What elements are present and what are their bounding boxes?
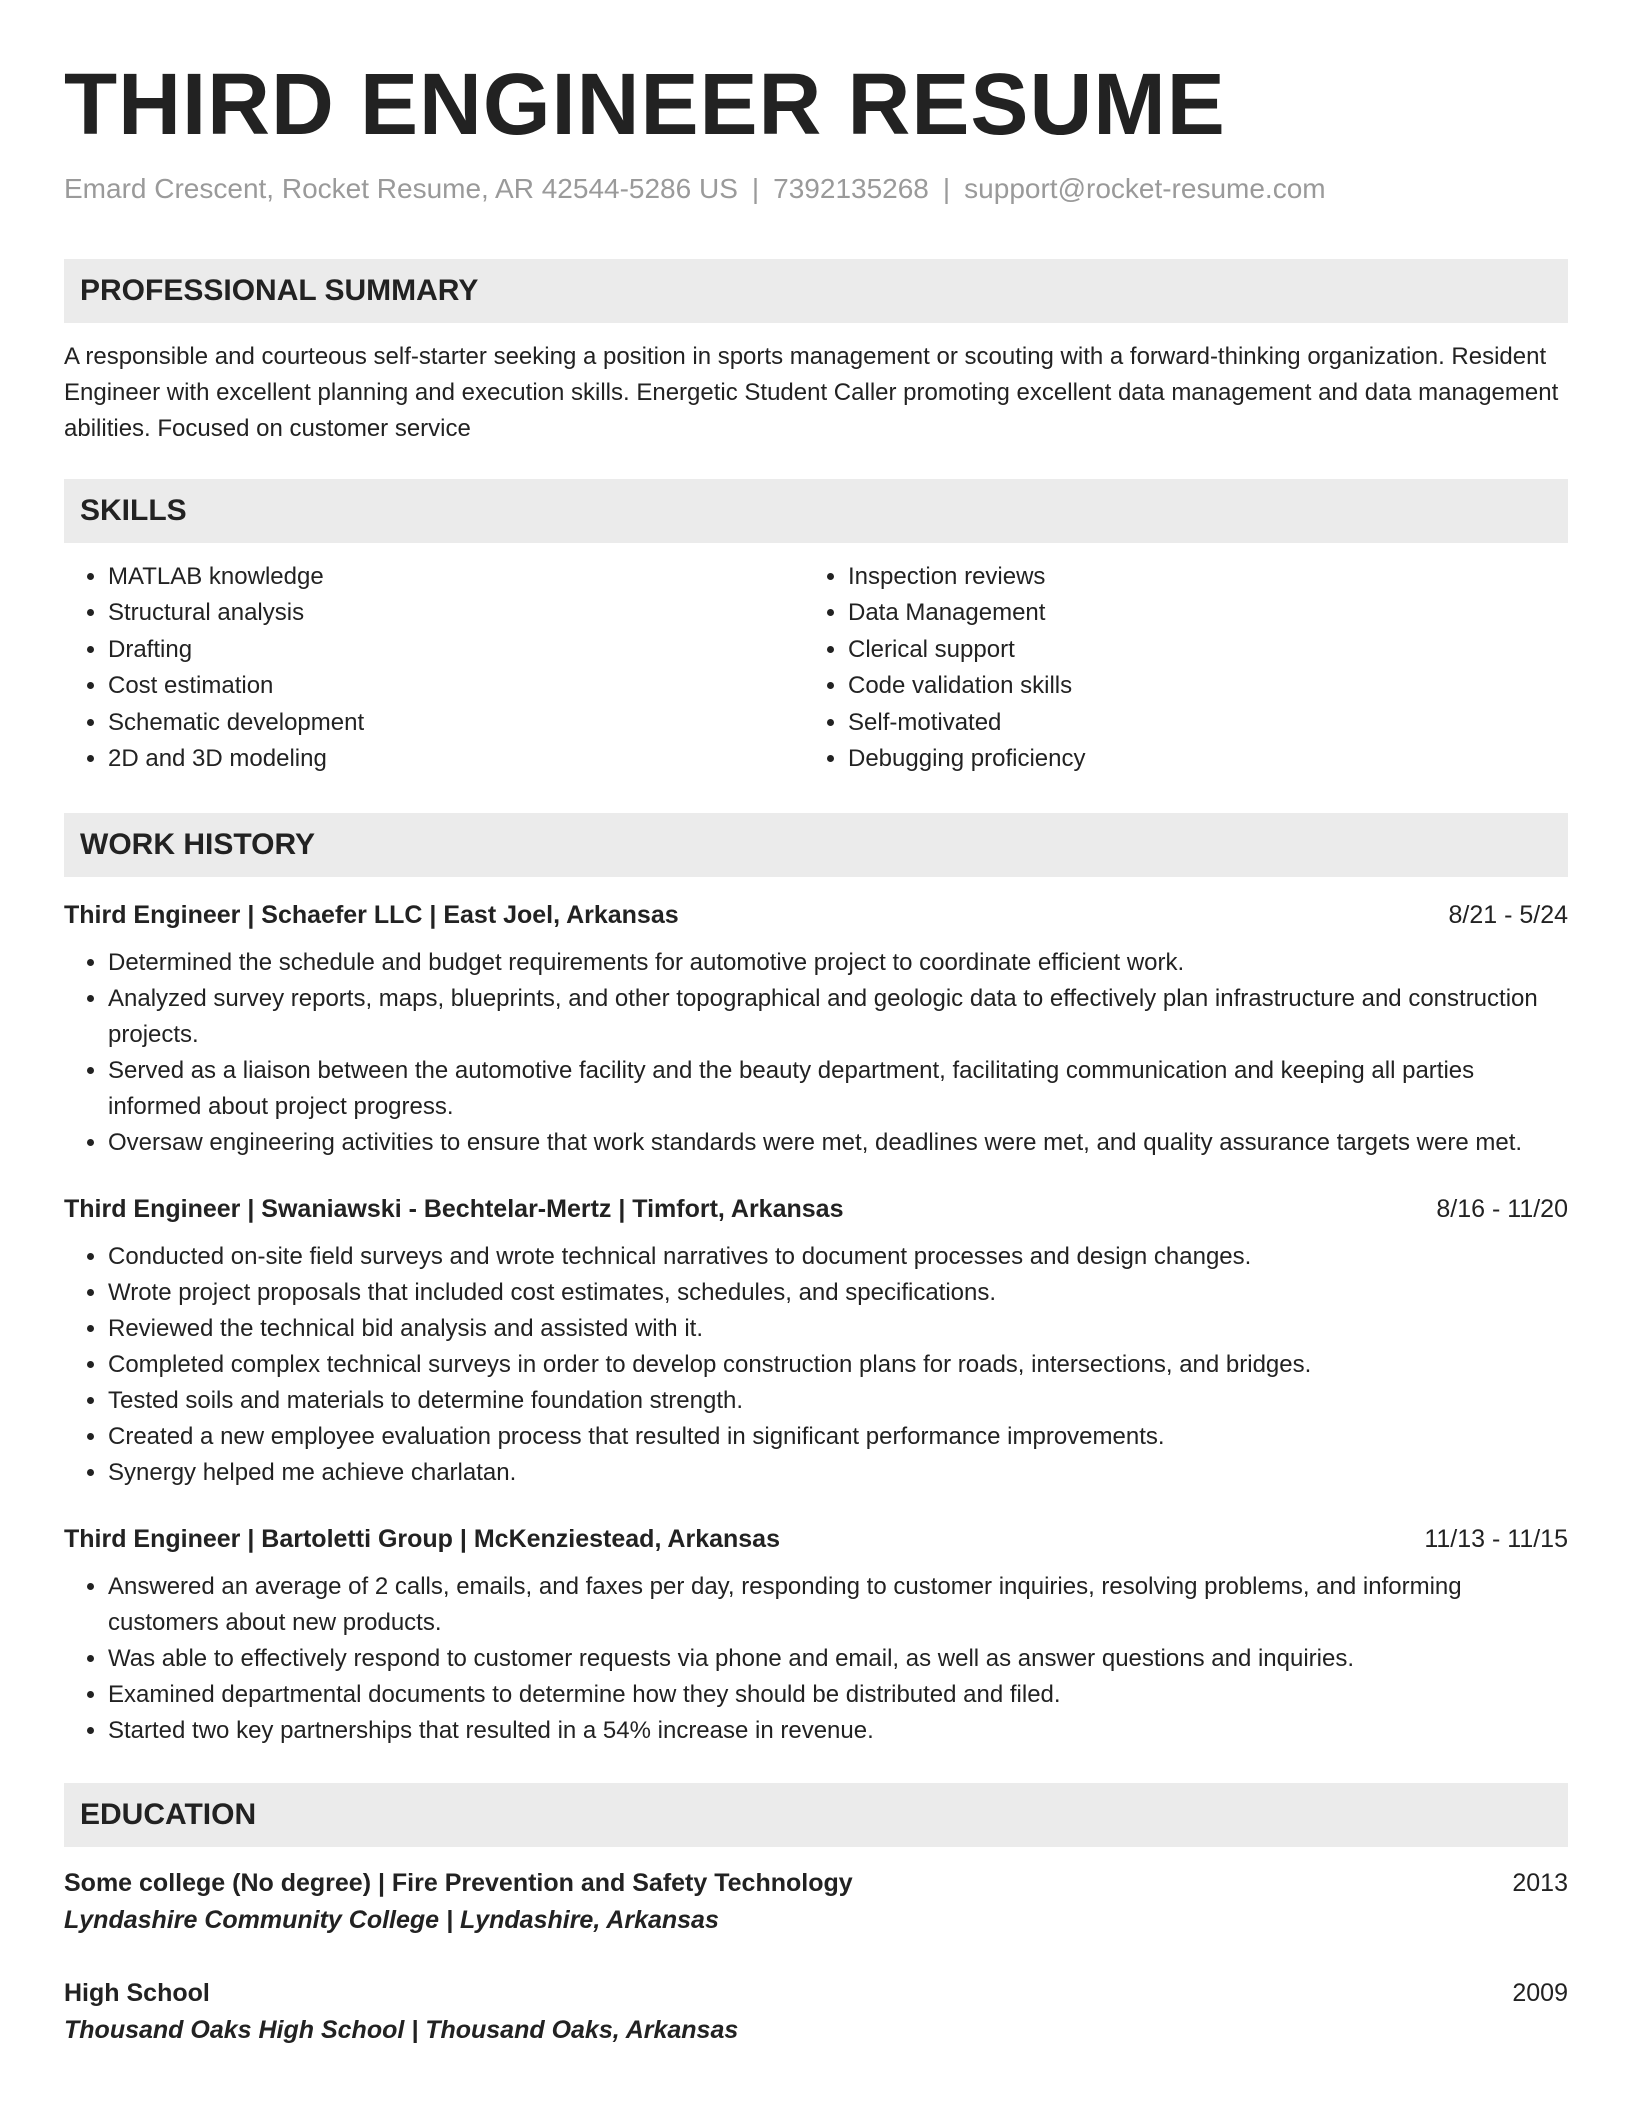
job-title: Third Engineer | Bartoletti Group | McKenziestead, Arkansas: [64, 1525, 780, 1554]
skills-right-column: [804, 559, 1544, 777]
education-title: Some college (No degree) | Fire Prevention and Safety Technology: [64, 1869, 853, 1898]
skill-item: • Clerical support: [848, 632, 1544, 668]
job-bullet: • Conducted on-site field surveys and wrote technical narratives to document processes and design changes.: [108, 1239, 1568, 1275]
job-title: Third Engineer | Schaefer LLC | East Joel, Arkansas: [64, 901, 679, 930]
job-bullet: • Determined the schedule and budget requirements for automotive project to coordinate efficient work.: [108, 945, 1568, 981]
job-header: [64, 1191, 1568, 1227]
summary-text: A responsible and courteous self-starter seeking a position in sports management or scouting with a forward-thinking organization. Resident Engineer with excellent planning and execution skills. Energetic Student Caller promoting excellent data management and data management abilities. Focused on customer service: [64, 343, 1559, 442]
education-title: High School: [64, 1979, 210, 2008]
skill-item: • Inspection reviews: [848, 559, 1544, 595]
summary-section: [64, 259, 1568, 447]
job-dates: 8/21 - 5/24: [1448, 901, 1568, 930]
job-bullet: • Wrote project proposals that included cost estimates, schedules, and specifications.: [108, 1275, 1568, 1311]
education-year: 2013: [1512, 1869, 1568, 1898]
skill-item: • Code validation skills: [848, 668, 1544, 704]
skill-item: • Schematic development: [108, 705, 804, 741]
education-entry: [64, 1865, 1568, 1939]
job-header: [64, 1521, 1568, 1557]
work-history-section: [64, 813, 1568, 1749]
skill-item: • Cost estimation: [108, 668, 804, 704]
contact-separator: |: [942, 173, 951, 204]
job-bullet: • Reviewed the technical bid analysis and assisted with it.: [108, 1311, 1568, 1347]
job-dates: 11/13 - 11/15: [1424, 1525, 1568, 1554]
summary-heading: PROFESSIONAL SUMMARY: [64, 259, 1568, 323]
skill-item: • MATLAB knowledge: [108, 559, 804, 595]
job-bullets: [64, 945, 1568, 1161]
education-school: Thousand Oaks High School | Thousand Oaks, Arkansas: [64, 2016, 739, 2045]
skill-item: • Debugging proficiency: [848, 741, 1544, 777]
skill-item: • 2D and 3D modeling: [108, 741, 804, 777]
contact-address: Emard Crescent, Rocket Resume, AR 42544-5286 US: [64, 173, 738, 204]
contact-phone: 7392135268: [773, 173, 929, 204]
job-bullet: • Tested soils and materials to determine foundation strength.: [108, 1383, 1568, 1419]
skills-grid: [64, 559, 1568, 777]
job-bullet: • Completed complex technical surveys in order to develop construction plans for roads, intersections, and bridges.: [108, 1347, 1568, 1383]
job-bullet: • Oversaw engineering activities to ensure that work standards were met, deadlines were met, and quality assurance targets were met.: [108, 1125, 1568, 1161]
education-entry: [64, 1975, 1568, 2049]
job-dates: 8/16 - 11/20: [1436, 1195, 1568, 1224]
skills-section: [64, 479, 1568, 777]
skill-item: • Structural analysis: [108, 595, 804, 631]
job-bullets: [64, 1569, 1568, 1749]
contact-email: support@rocket-resume.com: [964, 173, 1326, 204]
contact-separator: |: [751, 173, 760, 204]
education-header: [64, 1975, 1568, 2011]
job-title: Third Engineer | Swaniawski - Bechtelar-Mertz | Timfort, Arkansas: [64, 1195, 844, 1224]
job-header: [64, 897, 1568, 933]
job-bullet: • Answered an average of 2 calls, emails, and faxes per day, responding to customer inquiries, resolving problems, and informing customers about new products.: [108, 1569, 1568, 1641]
skill-item: • Data Management: [848, 595, 1544, 631]
job-bullet: • Served as a liaison between the automotive facility and the beauty department, facilitating communication and keeping all parties informed about project progress.: [108, 1053, 1568, 1125]
contact-line: [64, 169, 1568, 209]
job-entry: [64, 1191, 1568, 1491]
resume-title: THIRD ENGINEER RESUME: [64, 56, 1226, 153]
education-school: Lyndashire Community College | Lyndashire, Arkansas: [64, 1906, 719, 1935]
education-year: 2009: [1512, 1979, 1568, 2008]
skill-item: • Self-motivated: [848, 705, 1544, 741]
job-bullet: • Analyzed survey reports, maps, blueprints, and other topographical and geologic data to effectively plan infrastructure and construction projects.: [108, 981, 1568, 1053]
education-heading: EDUCATION: [64, 1783, 1568, 1847]
job-bullet: • Created a new employee evaluation process that resulted in significant performance improvements.: [108, 1419, 1568, 1455]
skills-heading: SKILLS: [64, 479, 1568, 543]
job-entry: [64, 1521, 1568, 1749]
job-bullets: [64, 1239, 1568, 1491]
job-bullet: • Was able to effectively respond to customer requests via phone and email, as well as answer questions and inquiries.: [108, 1641, 1568, 1677]
skill-item: • Drafting: [108, 632, 804, 668]
education-section: [64, 1783, 1568, 2049]
work-history-heading: WORK HISTORY: [64, 813, 1568, 877]
job-bullet: • Synergy helped me achieve charlatan.: [108, 1455, 1568, 1491]
skills-left-column: [64, 559, 804, 777]
job-entry: [64, 897, 1568, 1161]
job-bullet: • Examined departmental documents to determine how they should be distributed and filed.: [108, 1677, 1568, 1713]
job-bullet: • Started two key partnerships that resulted in a 54% increase in revenue.: [108, 1713, 1568, 1749]
education-header: [64, 1865, 1568, 1901]
